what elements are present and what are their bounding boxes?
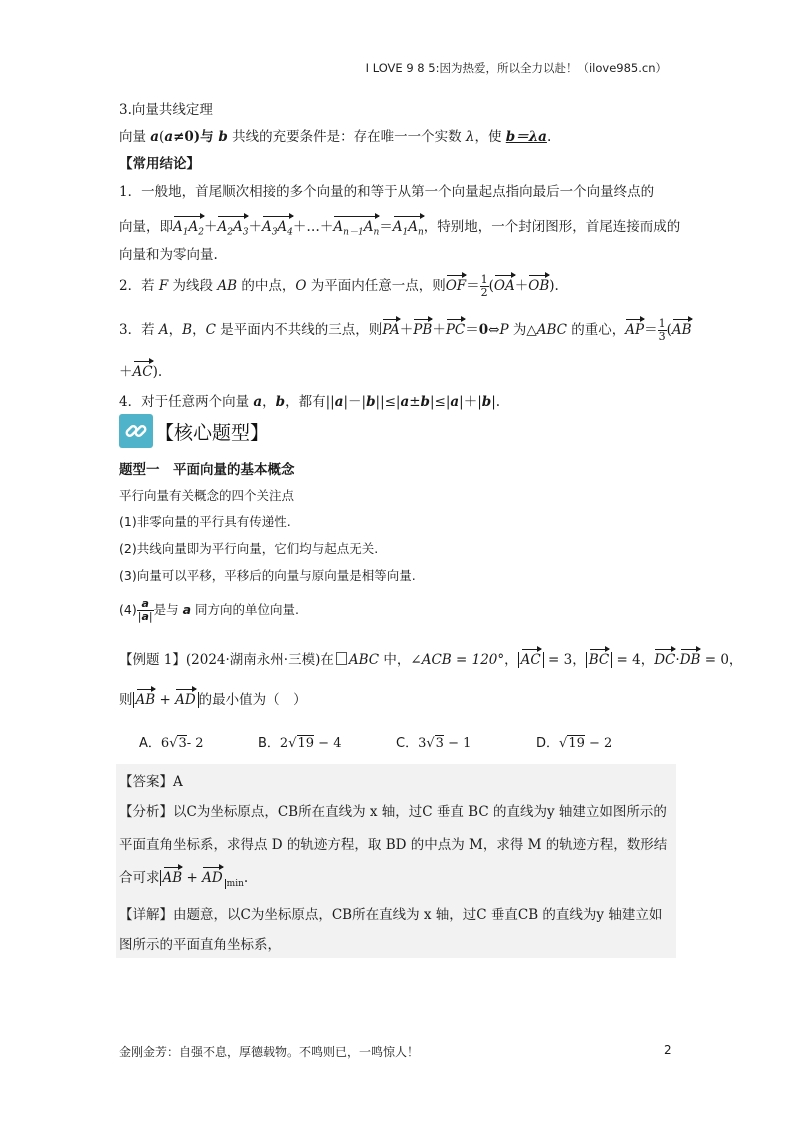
text: 同方向的单位向量.	[191, 602, 299, 617]
angle-acb: ∠ACB = 120°	[410, 652, 505, 668]
chain-link-icon	[119, 414, 153, 448]
text: ，	[192, 322, 206, 338]
example-source: (2024·湖南永州·三模)在	[185, 652, 334, 668]
type1-point-4	[119, 598, 299, 623]
text: 共线的充要条件是：存在唯一一个实数	[227, 129, 466, 145]
vector-a1an: $A_1A_n$	[392, 219, 424, 238]
type1-point-2: (2)共线向量即为平行向量，它们均与起点无关.	[119, 541, 379, 556]
text: = 0，	[700, 652, 743, 668]
vector-b: b	[420, 394, 430, 410]
vector-pa: PA	[382, 322, 400, 338]
text: 中，	[379, 652, 411, 668]
vector-a1a2: $A_1A_2$	[173, 219, 204, 238]
text: 向量	[119, 129, 151, 145]
vector-a: a	[164, 129, 174, 145]
vector-a: a	[400, 394, 410, 410]
text: ≠0)与	[173, 129, 219, 145]
vector-ap: AP	[625, 322, 645, 338]
detail-label: 【详解】	[119, 907, 173, 923]
type1-title: 题型一 平面向量的基本概念	[119, 462, 295, 478]
text: 3．若	[119, 322, 159, 338]
conclusion-1-line-1: 1．一般地，首尾顺次相接的多个向量的和等于从第一个向量起点指向最后一个向量终点的	[119, 184, 655, 200]
vector-a: a	[182, 602, 192, 617]
text: 是平面内不共线的三点，则	[215, 322, 383, 338]
formula: b＝λa	[505, 129, 547, 145]
section-title: 【核心题型】	[155, 421, 270, 444]
text: .	[243, 870, 249, 886]
detail-line-2: 图所示的平面直角坐标系，	[119, 937, 281, 953]
option-a[interactable]: A．6√3- 2	[139, 736, 204, 751]
text: 为△	[508, 322, 537, 338]
page-header: I LOVE 9 8 5:因为热爱，所以全力以赴！（ilove985.cn）	[365, 61, 667, 75]
abs-bc: BC	[586, 652, 613, 668]
answer: 【答案】A	[119, 774, 183, 790]
text: = 3，	[543, 652, 586, 668]
text: |≤|	[430, 394, 451, 410]
text: 为平面内任意一点，则	[306, 278, 446, 294]
conclusion-3-line-1: 3．若 A，B，C 是平面内不共线的三点，则PA＋PB＋PC＝0⇔P 为△ABC 的重心，AP＝ $\frac{1}{3}$ (AB	[119, 317, 692, 343]
triangle-abc: ABC	[536, 322, 567, 338]
conclusion-1-line-2: 向量，即$A_1A_2+A_2A_3+A_3A_4+\dots+A_{n-1}A_n=A_1A_n$，特别地，一个封闭图形，首尾连接而成的	[119, 219, 681, 238]
text: 2．若	[119, 278, 159, 294]
abs-ac: AC	[518, 652, 544, 668]
example-label: 【例题 1】	[119, 652, 186, 668]
vector-a: a	[253, 394, 263, 410]
option-d[interactable]: D．√19 − 2	[536, 736, 613, 751]
lambda: λ	[465, 129, 475, 145]
abs-ab-plus-ad: AB + AD	[133, 692, 199, 708]
point-a: A	[158, 322, 169, 338]
text: ，都有||	[285, 394, 335, 410]
option-c[interactable]: C．3√3 − 1	[396, 736, 472, 751]
footer-motto: 金刚金芳：自强不息，厚德载物。不鸣则已，一鸣惊人！	[119, 1045, 420, 1059]
conclusions-heading: 【常用结论】	[119, 156, 200, 172]
section-heading	[119, 414, 269, 448]
vector-b: b	[366, 394, 376, 410]
text: = 4，	[612, 652, 655, 668]
text: 合可求	[119, 870, 160, 886]
page-number: 2	[664, 1043, 672, 1057]
text: 为线段	[168, 278, 218, 294]
text: |.	[491, 394, 501, 410]
conclusion-1-line-3: 向量和为零向量.	[119, 247, 218, 263]
type1-intro: 平行向量有关概念的四个关注点	[119, 488, 295, 503]
vector-dc: DC	[654, 652, 676, 668]
example-1-line-1: 【例题 1】(2024·湖南永州·三模)在 ABC 中，∠ACB = 120°， AC = 3， BC = 4，DC·DB = 0，	[119, 652, 743, 668]
detail-line-1	[119, 903, 662, 923]
text: 以C为坐标原点，CB所在直线为 x 轴，过C 垂直 BC 的直线为y 轴建立如图所示的	[173, 804, 667, 820]
vector-ab: AB	[671, 322, 692, 338]
text: (	[159, 129, 165, 145]
point-b: B	[182, 322, 193, 338]
text: |＋|	[459, 394, 482, 410]
option-label: C．	[396, 736, 419, 751]
text: |－|	[343, 394, 367, 410]
vector-pc: PC	[445, 322, 466, 338]
vector-a3a4: $A_3A_4$	[261, 219, 293, 238]
fraction-unit-vector: $\frac{a}{|a|}$	[137, 597, 153, 623]
analysis-label: 【分析】	[119, 804, 173, 820]
vector-a: a	[450, 394, 460, 410]
text: 的最小值为（ ）	[198, 692, 307, 708]
conclusion-3-line-2: ＋AC).	[119, 364, 163, 380]
vector-ac: AC	[132, 364, 153, 380]
text: 的中点，	[237, 278, 296, 294]
vector-oa: OA	[493, 278, 515, 294]
analysis-line-1	[119, 800, 667, 820]
text: .	[546, 129, 552, 145]
abs-ab-plus-ad-min: AB + AD	[160, 870, 225, 886]
vector-a: a	[150, 129, 160, 145]
conclusion-2: 2．若 F 为线段 AB 的中点，O 为平面内任意一点，则OF＝ $\frac{1}{2}$ (OA＋OB).	[119, 273, 559, 299]
vector-a: a	[334, 394, 344, 410]
triangle-placeholder-icon	[336, 652, 347, 665]
text: ，使	[474, 129, 506, 145]
conclusion-4	[119, 390, 500, 410]
text: ±	[409, 394, 421, 410]
type1-point-1: (1)非零向量的平行具有传递性.	[119, 514, 291, 529]
fraction-half: $\frac{1}{2}$	[480, 273, 488, 299]
theorem-title: 3.向量共线定理	[119, 102, 213, 118]
point-f: F	[158, 278, 169, 294]
point-o: O	[295, 278, 307, 294]
vector-db: DB	[679, 652, 701, 668]
text: 是与	[153, 602, 183, 617]
text: ，	[168, 322, 183, 338]
answer-box	[116, 764, 676, 958]
option-label: A．	[139, 736, 161, 751]
option-label: B．	[258, 736, 280, 751]
vector-b: b	[481, 394, 492, 410]
segment-ab: AB	[217, 278, 238, 294]
vector-an-1an: $A_{n-1}A_n$	[333, 219, 380, 238]
text: 由题意，以C为坐标原点，CB所在直线为 x 轴，过C 垂直CB 的直线为y 轴建立如	[173, 907, 663, 923]
theorem-statement	[119, 125, 551, 145]
text: 的重心，	[566, 322, 626, 338]
vector-pb: PB	[413, 322, 433, 338]
vector-b: b	[218, 129, 228, 145]
analysis-line-2: 平面直角坐标系，求得点 D 的轨迹方程，取 BD 的中点为 M，求得 M 的轨迹方程，数形结	[119, 837, 668, 853]
vector-b: b	[275, 394, 286, 410]
text: (4)	[119, 602, 137, 617]
triangle-abc: ABC	[348, 652, 380, 668]
text: ，特别地，一个封闭图形，首尾连接而成的	[423, 219, 681, 235]
analysis-line-3: 合可求 AB + AD $_{min}$.	[119, 870, 249, 889]
text: ||≤|	[375, 394, 401, 410]
option-b[interactable]: B．2√19 − 4	[258, 736, 342, 751]
type1-point-3: (3)向量可以平移，平移后的向量与原向量是相等向量.	[119, 568, 416, 583]
example-1-line-2	[119, 688, 307, 708]
vector-a2a3: $A_2A_3$	[217, 219, 249, 238]
point-p: P	[499, 322, 509, 338]
point-c: C	[205, 322, 216, 338]
fraction-third: $\frac{1}{3}$	[658, 317, 666, 343]
vector-of: OF	[445, 278, 467, 294]
text: ，	[262, 394, 276, 410]
text: 向量，即	[119, 219, 173, 235]
text: 4．对于任意两个向量	[119, 394, 254, 410]
iff-symbol: ⇔	[488, 322, 500, 338]
option-label: D．	[536, 736, 560, 751]
text: 则	[119, 692, 133, 708]
vector-ob: OB	[528, 278, 550, 294]
